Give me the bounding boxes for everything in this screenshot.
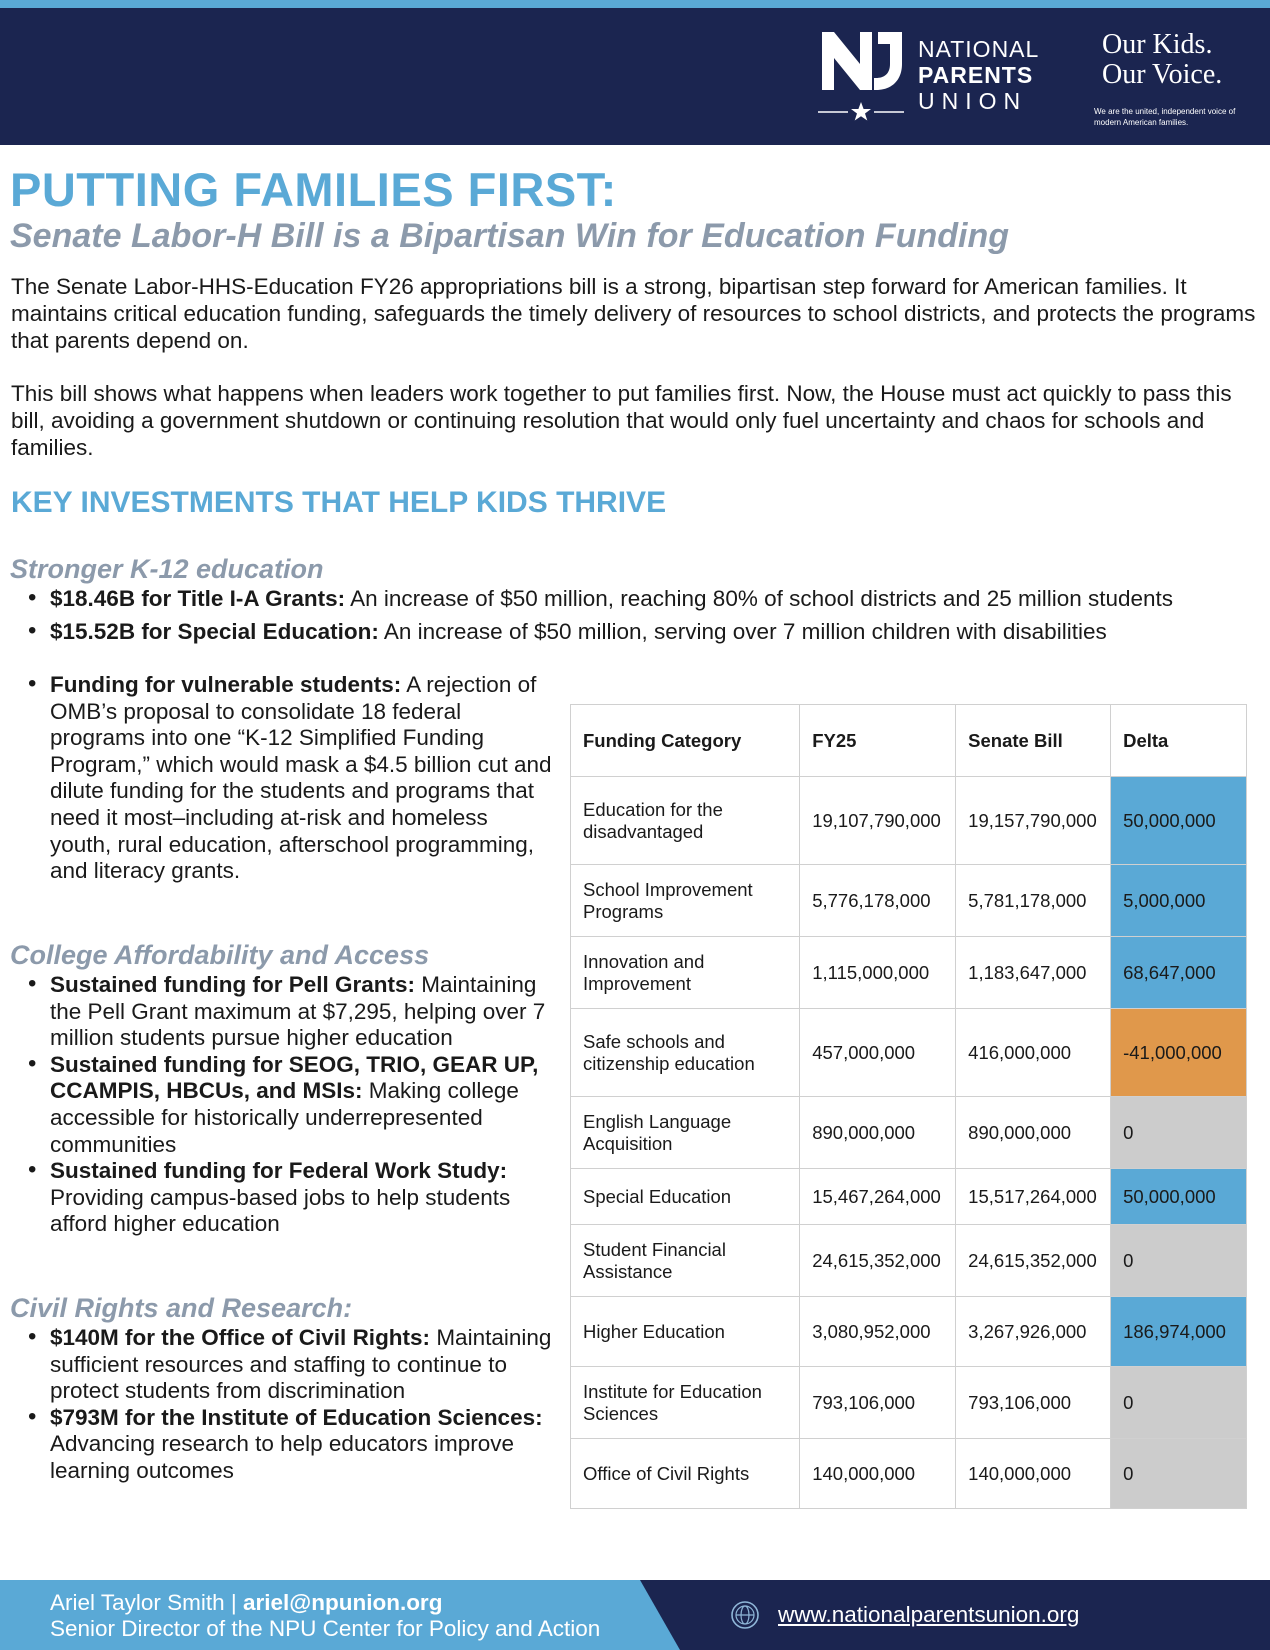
item-text: Advancing research to help educators improve learning outcomes [50, 1431, 515, 1483]
cell-senate: 15,517,264,000 [956, 1169, 1111, 1225]
footer-contact [50, 1590, 600, 1642]
cell-delta: 68,647,000 [1111, 937, 1247, 1009]
cell-category: Higher Education [571, 1297, 800, 1367]
cell-category: Education for the disadvantaged [571, 777, 800, 865]
tagline-line-2: Our Voice. [1102, 59, 1223, 90]
list-item [22, 619, 1262, 646]
header-senate-bill: Senate Bill [956, 705, 1111, 777]
item-bold: $793M for the Institute of Education Sciences: [50, 1404, 543, 1430]
page-subtitle: Senate Labor-H Bill is a Bipartisan Win for Education Funding [10, 217, 1009, 255]
table-row [571, 777, 1247, 865]
item-text: Maintaining sufficient resources and staffing to continue to protect students from discrimination [50, 1325, 552, 1404]
cell-senate: 3,267,926,000 [956, 1297, 1111, 1367]
item-bold: $18.46B for Title I-A Grants: [50, 586, 346, 611]
cell-delta: -41,000,000 [1111, 1009, 1247, 1097]
cell-delta: 186,974,000 [1111, 1297, 1247, 1367]
cell-fy25: 1,115,000,000 [800, 937, 956, 1009]
cell-category: School Improvement Programs [571, 865, 800, 937]
header-banner [0, 8, 1270, 145]
list-item [22, 972, 554, 1052]
top-accent-line [0, 0, 1270, 8]
tagline-small: We are the united, independent voice of modern American families. [1094, 107, 1236, 127]
cell-senate: 140,000,000 [956, 1439, 1111, 1509]
table-row [571, 1225, 1247, 1297]
cell-senate: 1,183,647,000 [956, 937, 1111, 1009]
page-title: PUTTING FAMILIES FIRST: [10, 163, 617, 216]
item-text: Making college accessible for historically underrepresented communities [50, 1078, 519, 1157]
k12-list [22, 586, 1262, 651]
cell-category: Special Education [571, 1169, 800, 1225]
intro-paragraph-2: This bill shows what happens when leaders work together to put families first. Now, the House must act quickly to pass this bill, avoiding a government shutdown or continuing resolution that would only fuel uncertainty and chaos for schools and families. [11, 381, 1232, 460]
cell-delta: 50,000,000 [1111, 777, 1247, 865]
npu-logo-icon [818, 28, 904, 122]
cell-senate: 5,781,178,000 [956, 865, 1111, 937]
funding-table [570, 704, 1247, 1509]
item-bold: $15.52B for Special Education: [50, 618, 379, 644]
cell-fy25: 890,000,000 [800, 1097, 956, 1169]
contact-role: Senior Director of the NPU Center for Policy and Action [50, 1616, 601, 1641]
item-text: An increase of $50 million, reaching 80% of school districts and 25 million students [345, 586, 1174, 611]
header-delta: Delta [1111, 705, 1247, 777]
table-row [571, 1169, 1247, 1225]
item-bold: Funding for vulnerable students: [50, 672, 402, 697]
cell-category: Safe schools and citizenship education [571, 1009, 800, 1097]
category-title-k12: Stronger K-12 education [10, 554, 324, 584]
table-row [571, 1297, 1247, 1367]
cell-fy25: 3,080,952,000 [800, 1297, 956, 1367]
cell-category: Student Financial Assistance [571, 1225, 800, 1297]
college-list [22, 972, 554, 1238]
cell-senate: 890,000,000 [956, 1097, 1111, 1169]
section-heading: KEY INVESTMENTS THAT HELP KIDS THRIVE [11, 486, 667, 519]
contact-name: Ariel Taylor Smith | [50, 1590, 243, 1615]
cell-fy25: 457,000,000 [800, 1009, 956, 1097]
cell-senate: 19,157,790,000 [956, 777, 1111, 865]
category-title-college: College Affordability and Access [10, 940, 430, 970]
cell-delta: 0 [1111, 1367, 1247, 1439]
logo-line-1: NATIONAL [918, 36, 1040, 62]
list-item [22, 1052, 554, 1158]
logo-wordmark [918, 36, 1039, 114]
table-row [571, 865, 1247, 937]
civil-rights-list [22, 1325, 554, 1485]
cell-category: Institute for Education Sciences [571, 1367, 800, 1439]
cell-fy25: 19,107,790,000 [800, 777, 956, 865]
globe-icon [730, 1600, 760, 1630]
tagline [1102, 30, 1222, 90]
website-link[interactable]: www.nationalparentsunion.org [778, 1602, 1080, 1627]
item-bold: $140M for the Office of Civil Rights: [50, 1325, 431, 1350]
cell-fy25: 24,615,352,000 [800, 1225, 956, 1297]
header-funding-category: Funding Category [571, 705, 800, 777]
cell-fy25: 15,467,264,000 [800, 1169, 956, 1225]
contact-email-link[interactable]: ariel@npunion.org [243, 1590, 443, 1615]
cell-category: Office of Civil Rights [571, 1439, 800, 1509]
item-text: An increase of $50 million, serving over 7 million children with disabilities [378, 618, 1107, 644]
item-text: Maintaining the Pell Grant maximum at $7,295, helping over 7 million students pursue higher education [50, 972, 546, 1051]
header-fy25: FY25 [800, 705, 956, 777]
table-header-row [571, 705, 1247, 777]
table-row [571, 1097, 1247, 1169]
cell-delta: 0 [1111, 1097, 1247, 1169]
table-row [571, 937, 1247, 1009]
list-item [22, 1158, 554, 1238]
list-item [22, 672, 554, 885]
cell-senate: 416,000,000 [956, 1009, 1111, 1097]
logo-line-3: UNION [918, 88, 1028, 114]
intro-paragraph-1: The Senate Labor-HHS-Education FY26 appropriations bill is a strong, bipartisan step forward for American families. It maintains critical education funding, safeguards the timely delivery of resources to school districts, and protects the programs that parents depend on. [11, 274, 1256, 353]
cell-delta: 50,000,000 [1111, 1169, 1247, 1225]
table-row [571, 1367, 1247, 1439]
cell-fy25: 793,106,000 [800, 1367, 956, 1439]
cell-senate: 24,615,352,000 [956, 1225, 1111, 1297]
item-bold: Sustained funding for Federal Work Study: [50, 1158, 508, 1184]
cell-category: Innovation and Improvement [571, 937, 800, 1009]
logo-line-2: PARENTS [918, 62, 1034, 88]
cell-delta: 5,000,000 [1111, 865, 1247, 937]
cell-senate: 793,106,000 [956, 1367, 1111, 1439]
list-item [22, 1325, 554, 1405]
item-bold: Sustained funding for SEOG, TRIO, GEAR UP, CCAMPIS, HBCUs, and MSIs: [50, 1051, 539, 1104]
table-row [571, 1439, 1247, 1509]
table-row [571, 1009, 1247, 1097]
item-bold: Sustained funding for Pell Grants: [50, 972, 416, 997]
tagline-line-1: Our Kids. [1102, 29, 1213, 60]
list-item [22, 1405, 554, 1485]
item-text: A rejection of OMB’s proposal to consolidate 18 federal programs into one “K-12 Simplified Funding Program,” which would mask a $4.5 billion cut and dilute funding for the students and programs that need it most–including at-risk and homeless youth, rural education, afterschool programming, and literacy grants. [50, 672, 552, 884]
cell-fy25: 5,776,178,000 [800, 865, 956, 937]
item-text: Providing campus-based jobs to help students afford higher education [50, 1184, 511, 1237]
list-item [22, 586, 1262, 613]
k12-list-continued [22, 672, 554, 891]
cell-category: English Language Acquisition [571, 1097, 800, 1169]
category-title-civil-rights: Civil Rights and Research: [10, 1293, 353, 1323]
cell-delta: 0 [1111, 1439, 1247, 1509]
cell-fy25: 140,000,000 [800, 1439, 956, 1509]
cell-delta: 0 [1111, 1225, 1247, 1297]
